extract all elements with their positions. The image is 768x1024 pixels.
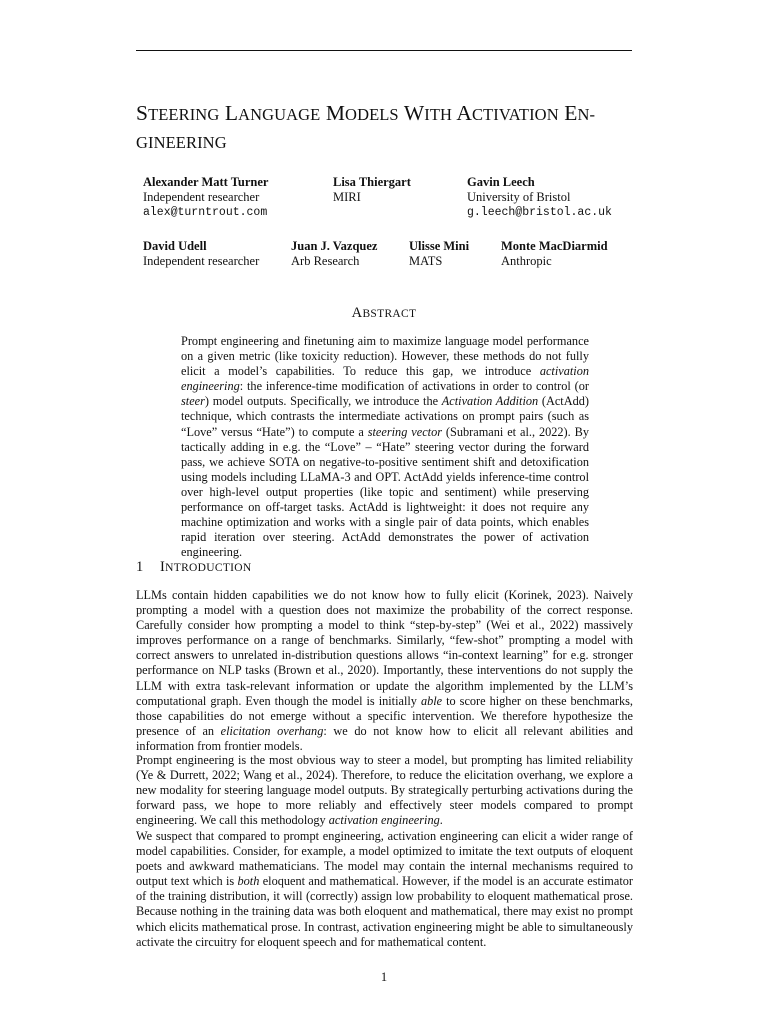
author-block-6 xyxy=(409,239,469,269)
body-run: : we do not know how to elicit all relevant abilities and information from frontier models. xyxy=(136,723,633,753)
title-letter: W xyxy=(403,101,425,125)
abstract-run: : the inference-time modification of activations in order to control (or xyxy=(239,379,589,394)
body-run: . xyxy=(439,813,443,828)
section-heading-introduction xyxy=(136,559,252,576)
author-email[interactable]: g.leech@bristol.ac.uk xyxy=(467,206,612,219)
heading-smallcaps: NTRODUCTION xyxy=(165,562,252,574)
body-run: to score higher on these benchmarks, those capabilities do not emerge without a specific intervention. We therefore hypothesize the presence of an xyxy=(136,693,634,738)
title-smallcaps: ANGUAGE xyxy=(238,105,321,124)
author-block-3 xyxy=(467,175,612,220)
author-block-5 xyxy=(291,239,377,269)
title-smallcaps: ITH xyxy=(424,105,453,124)
author-affiliation: MIRI xyxy=(333,190,361,204)
author-name: Monte MacDiarmid xyxy=(501,239,608,253)
section-number: 1 xyxy=(136,559,144,575)
author-name: Lisa Thiergart xyxy=(333,175,411,189)
author-name: Juan J. Vazquez xyxy=(291,239,378,253)
title-letter: S xyxy=(136,101,149,125)
abstract-run: Prompt engineering and finetuning aim to maximize language model performance on a given metric (like toxicity reduction). However, these methods do not fully elicit a model’s capabilities. To reduce this gap, we introduce xyxy=(181,334,589,379)
abstract-emphasis: activation engineering xyxy=(181,364,589,394)
author-affiliation: Arb Research xyxy=(291,254,360,268)
page-number: 1 xyxy=(380,970,388,984)
abstract-heading xyxy=(0,305,768,322)
author-block-2 xyxy=(333,175,411,205)
title-smallcaps: CTIVATION xyxy=(471,105,559,124)
abstract-run: (Subramani et al., 2022). By tactically adding in e.g. the “Love” – “Hate” steering vector during the forward pass, we achieve SOTA on negative-to-positive sentiment shift and detoxification using models including LLaMA-3 and OPT. ActAdd yields inference-time control over high-level output properties (like topic and sentiment) while preserving performance on off-target tasks. ActAdd is lightweight: it does not require any machine optimization and works with a single pair of data points, which enables rapid iteration over steering. ActAdd demonstrates the power of activation engineering. xyxy=(181,424,589,560)
author-affiliation: Independent researcher xyxy=(143,254,260,268)
heading-smallcaps: BSTRACT xyxy=(362,308,417,320)
body-run: eloquent and mathematical. However, if the model is an accurate estimator of the training distribution, it will (correctly) assign low probability to eloquent mathematical prose. Because nothing in the training data was both eloquent and mathematical, there may exist no prompt which elicits mathematical prose. In contrast, activation engineering might be able to simultaneously activate the circuitry for eloquent speech and for mathematical content. xyxy=(136,874,633,949)
author-name: Alexander Matt Turner xyxy=(143,175,269,189)
author-block-4 xyxy=(143,239,259,269)
paper-title xyxy=(136,100,636,156)
title-smallcaps: GINEERING xyxy=(136,133,227,152)
title-letter: E xyxy=(564,101,578,125)
body-emphasis: able xyxy=(420,693,443,708)
abstract-emphasis: steering vector xyxy=(367,424,442,439)
title-smallcaps: N- xyxy=(577,105,596,124)
abstract-emphasis: steer xyxy=(181,394,205,409)
author-name: Gavin Leech xyxy=(467,175,535,189)
author-name: David Udell xyxy=(143,239,207,253)
body-emphasis: elicitation overhang xyxy=(220,723,324,738)
abstract-run: ) model outputs. Specifically, we introduce the xyxy=(204,394,442,409)
author-affiliation: Anthropic xyxy=(501,254,552,268)
abstract-emphasis: Activation Addition xyxy=(441,394,539,409)
body-run: We suspect that compared to prompt engineering, activation engineering can elicit a wider range of model capabilities. Consider, for example, a model optimized to imitate the text outputs of eloquent poets and awkward mathematicians. The model may contain the internal mechanisms required to output text which is xyxy=(136,829,633,889)
body-run: LLMs contain hidden capabilities we do not know how to fully elicit (Korinek, 2023). Naively prompting a model with a question does not maximize the probability of the correct response. Carefully consider how prompting a model to think “step-by-step” (Wei et al., 2022) massively improves performance on a range of benchmarks. Similarly, “few-shot” prompting a model with correct answers to unrelated in-distribution questions allows “in-context learning” for e.g. stronger performance on NLP tasks (Brown et al., 2020). Importantly, these interventions do not supply the LLM with extra task-relevant information or update the algorithm implemented by the LLM’s computational graph. Even though the model is initially xyxy=(136,588,633,708)
author-block-7 xyxy=(501,239,608,269)
author-affiliation: University of Bristol xyxy=(467,190,571,204)
body-emphasis: activation engineering xyxy=(328,813,440,828)
body-run: Prompt engineering is the most obvious way to steer a model, but prompting has limited reliability (Ye & Durrett, 2022; Wang et al., 2024). Therefore, to reduce the elicitation overhang, we explore a new modality for steering language model outputs. By strategically perturbing activations during the forward pass, we hope to more reliably and effectively steer models compared to prompt engineering. We call this methodology xyxy=(136,753,633,828)
header-rule xyxy=(136,50,632,51)
heading-letter: A xyxy=(351,305,363,321)
title-letter: A xyxy=(456,101,472,125)
title-letter: M xyxy=(325,101,346,125)
title-smallcaps: TEERING xyxy=(148,105,220,124)
body-emphasis: both xyxy=(237,874,260,889)
heading-letter: I xyxy=(160,559,166,575)
abstract-text xyxy=(181,334,589,560)
author-affiliation: MATS xyxy=(409,254,443,268)
author-affiliation: Independent researcher xyxy=(143,190,260,204)
body-paragraph-2 xyxy=(136,753,633,828)
author-name: Ulisse Mini xyxy=(409,239,470,253)
abstract-run: (ActAdd) technique, which contrasts the intermediate activations on prompt pairs (such as “Love” versus “Hate”) to compute a xyxy=(181,394,590,439)
author-block-1 xyxy=(143,175,268,220)
title-smallcaps: ODELS xyxy=(345,105,399,124)
author-email[interactable]: alex@turntrout.com xyxy=(143,206,268,219)
body-paragraph-3 xyxy=(136,829,633,950)
title-letter: L xyxy=(224,101,239,125)
body-paragraph-1 xyxy=(136,588,633,754)
